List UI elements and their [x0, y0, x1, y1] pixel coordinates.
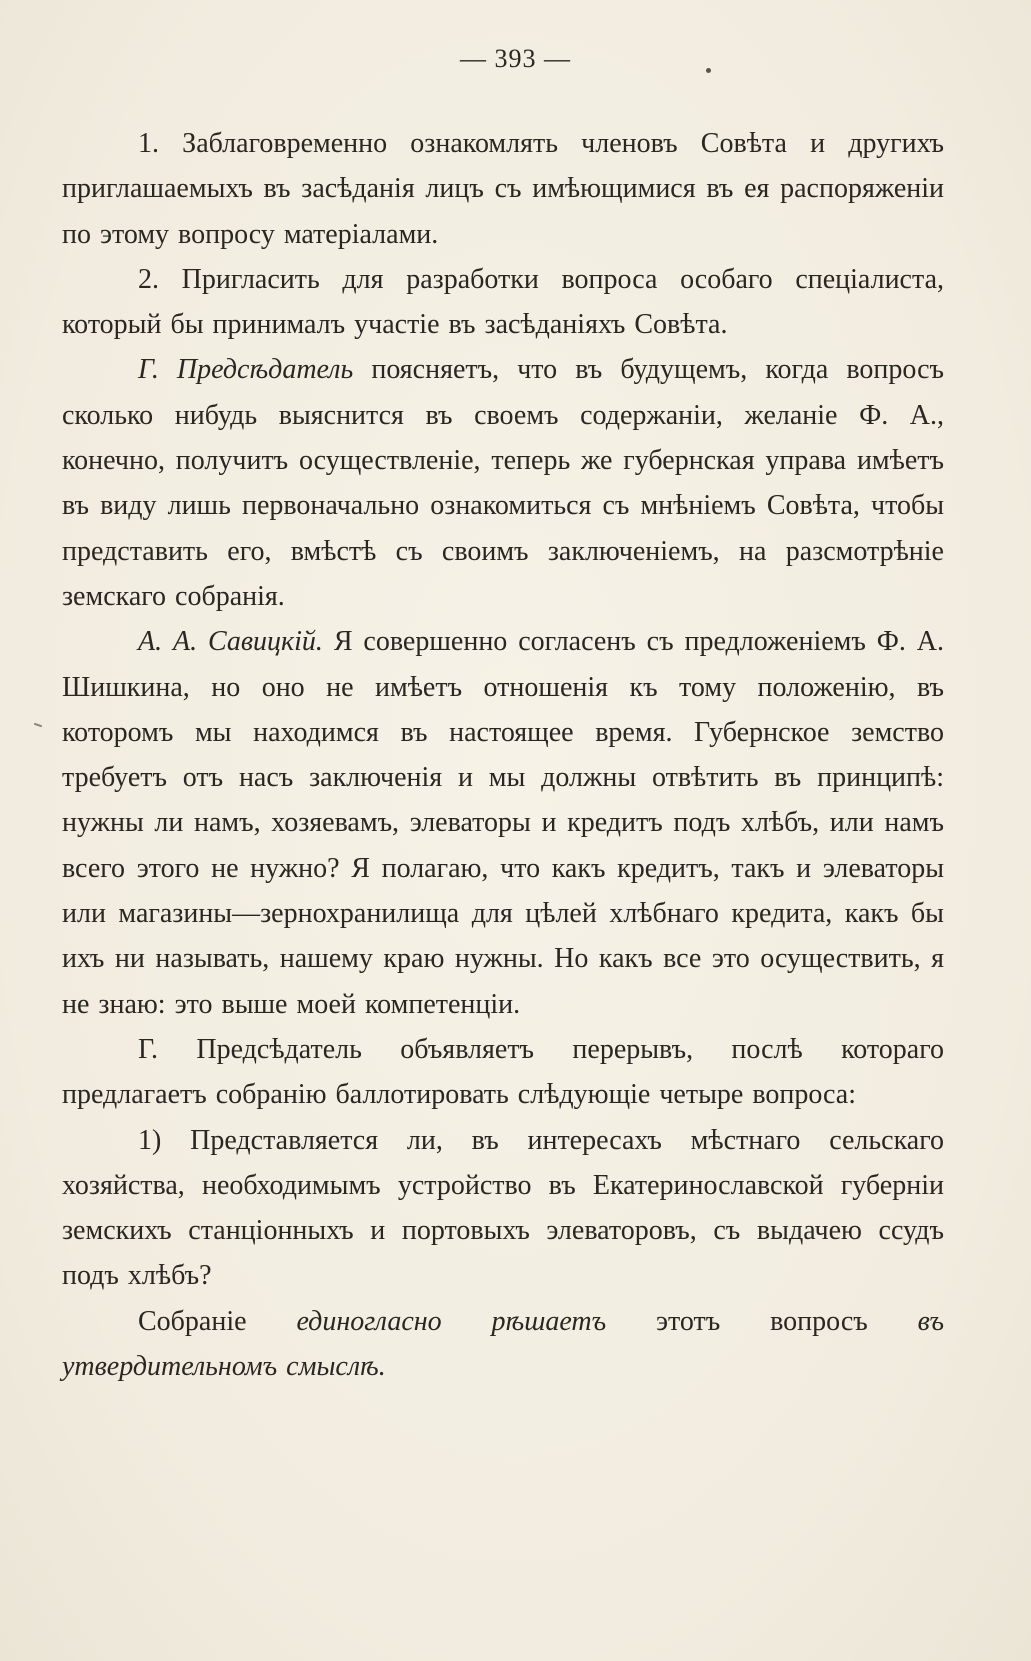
paragraph-5	[62, 1027, 944, 1118]
margin-mark	[34, 723, 42, 728]
paragraph-3	[62, 347, 944, 619]
paragraph-4-text: Я совершенно согласенъ съ предложеніемъ Ф. А. Шишкина, но оно не имѣетъ отношенія къ тому положенію, въ которомъ мы находимся въ настоящее время. Губернское земство требуетъ отъ насъ заключенія и мы должны отвѣтить въ принципѣ: нужны ли намъ, хозяевамъ, элеваторы и кредитъ подъ хлѣбъ, или намъ всего этого не нужно? Я полагаю, что какъ кредитъ, такъ и элеваторы или магазины—зернохранилища для цѣлей хлѣбнаго кредита, какъ бы ихъ ни называть, нашему краю нужны. Но какъ все это осуществить, я не знаю: это выше моей компетенціи.	[62, 626, 945, 1020]
paragraph-2	[62, 257, 944, 348]
body-text	[62, 121, 944, 1389]
speaker-name: Г. Предсѣдатель	[138, 354, 354, 386]
speaker-name: А. А. Савицкій.	[138, 626, 323, 658]
paragraph-1	[62, 121, 944, 257]
paragraph-6	[62, 1118, 944, 1299]
paragraph-1-text: 1. Заблаговременно ознакомлять членовъ Совѣта и другихъ приглашаемыхъ въ засѣданія лицъ съ имѣющимися въ ея распоряженіи по этому вопросу матеріалами.	[62, 128, 944, 250]
paragraph-5-text: Г. Предсѣдатель объявляетъ перерывъ, послѣ котораго предлагаетъ собранію баллотировать слѣдующіе четыре вопроса:	[62, 1033, 944, 1111]
paragraph-2-text: 2. Пригласить для разработки вопроса особаго спеціалиста, который бы принималъ участіе въ засѣданіяхъ Совѣта.	[62, 263, 944, 341]
paragraph-4	[62, 619, 944, 1027]
paragraph-3-text: поясняетъ, что въ будущемъ, когда вопросъ сколько нибудь выяснится въ своемъ содержаніи, желаніе Ф. А., конечно, получитъ осуществленіе, теперь же губернская управа имѣетъ въ виду лишь первоначально ознакомиться съ мнѣніемъ Совѣта, чтобы представить его, вмѣстѣ съ своимъ заключеніемъ, на разсмотрѣніе земскаго собранія.	[62, 354, 944, 612]
paragraph-7-text-mid: этотъ вопросъ	[606, 1305, 918, 1337]
paragraph-7-text: Собраніе	[138, 1305, 297, 1337]
paragraph-7	[62, 1299, 944, 1390]
decision-result: въ утвердительномъ смыслѣ.	[62, 1305, 944, 1383]
paragraph-6-text: 1) Представляется ли, въ интересахъ мѣстнаго сельскаго хозяйства, необходимымъ устройство въ Екатеринославской губерніи земскихъ станціонныхъ и портовыхъ элеваторовъ, съ выдачею ссудъ подъ хлѣбъ?	[62, 1124, 944, 1292]
page-number: — 393 —	[460, 44, 571, 73]
decision-emphasis: единогласно рѣшаетъ	[296, 1305, 607, 1337]
ink-speck	[706, 68, 711, 73]
